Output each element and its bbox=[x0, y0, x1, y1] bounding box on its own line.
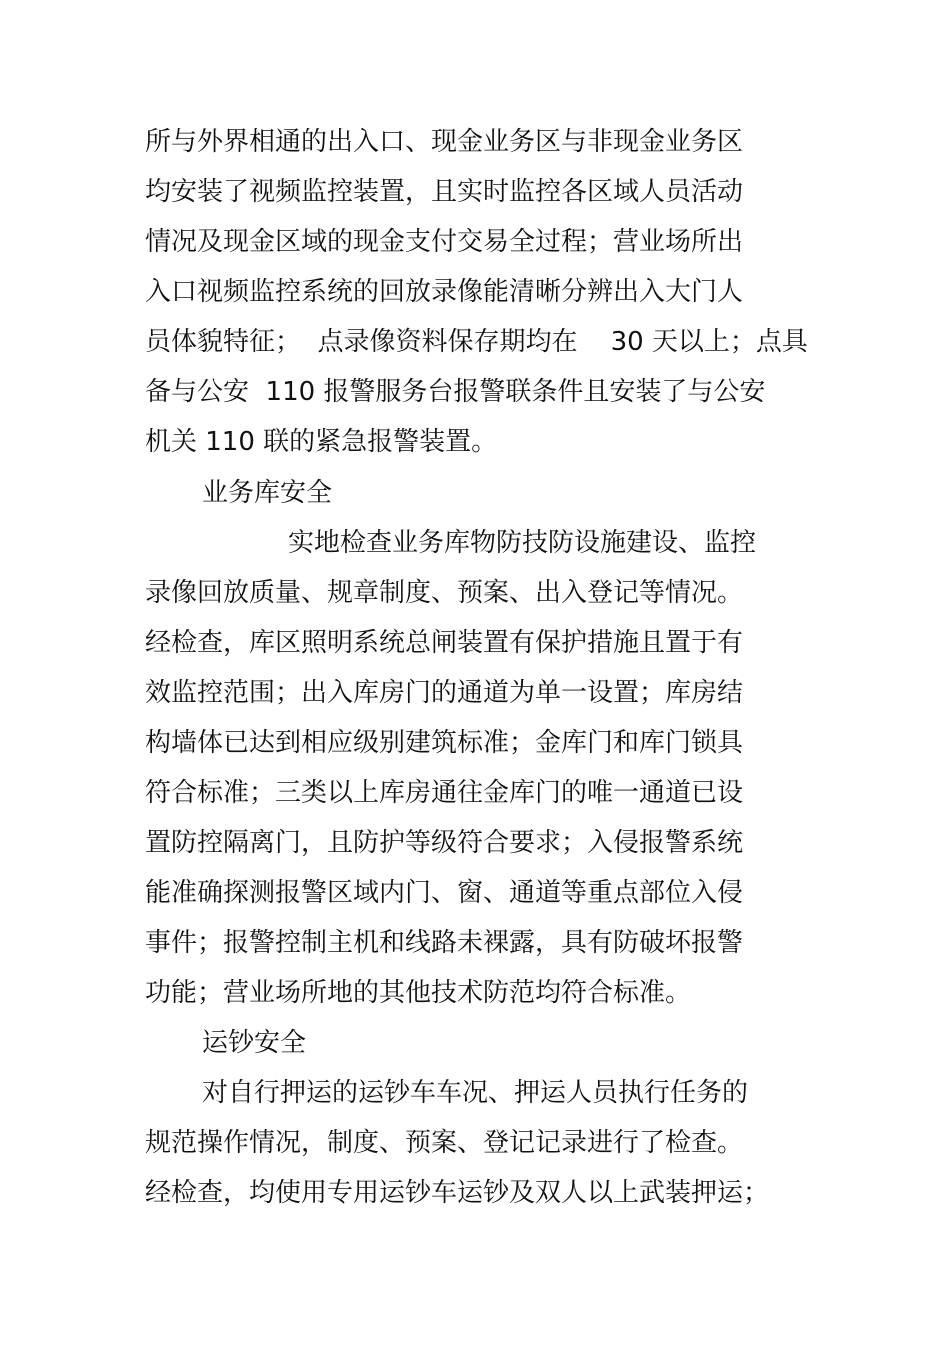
paragraph-line: 置防控隔离门，且防护等级符合要求；入侵报警系统 bbox=[145, 828, 744, 858]
paragraph-line: 经检查，均使用专用运钞车运钞及双人以上武装押运； bbox=[145, 1178, 770, 1208]
paragraph-line: 入口视频监控系统的回放录像能清晰分辨出入大门人 bbox=[145, 277, 744, 307]
section-heading-cash-transport-security: 运钞安全 bbox=[202, 1028, 307, 1058]
paragraph-line: 均安装了视频监控装置，且实时监控各区域人员活动 bbox=[145, 177, 744, 207]
paragraph-line: 符合标准；三类以上库房通往金库门的唯一通道已设 bbox=[145, 778, 744, 808]
paragraph-line: 录像回放质量、规章制度、预案、出入登记等情况。 bbox=[145, 578, 744, 608]
section-heading-vault-security: 业务库安全 bbox=[202, 478, 333, 508]
paragraph-line: 事件；报警控制主机和线路未裸露，具有防破坏报警 bbox=[145, 928, 744, 958]
paragraph-line: 效监控范围；出入库房门的通道为单一设置；库房结 bbox=[145, 678, 744, 708]
paragraph-line: 规范操作情况，制度、预案、登记记录进行了检查。 bbox=[145, 1128, 744, 1158]
paragraph-line: 经检查，库区照明系统总闸装置有保护措施且置于有 bbox=[145, 628, 744, 658]
paragraph-line: 备与公安 110 报警服务台报警联条件且安装了与公安 bbox=[145, 377, 766, 407]
paragraph-line: 实地检查业务库物防技防设施建设、监控 bbox=[288, 528, 757, 558]
paragraph-line: 情况及现金区域的现金支付交易全过程；营业场所出 bbox=[145, 227, 744, 257]
paragraph-line: 对自行押运的运钞车车况、押运人员执行任务的 bbox=[202, 1078, 749, 1108]
paragraph-line: 功能；营业场所地的其他技术防范均符合标准。 bbox=[145, 978, 692, 1008]
paragraph-line: 构墙体已达到相应级别建筑标准；金库门和库门锁具 bbox=[145, 728, 744, 758]
paragraph-line: 员体貌特征； 点录像资料保存期均在 30 天以上；点具 bbox=[145, 327, 808, 357]
paragraph-line: 所与外界相通的出入口、现金业务区与非现金业务区 bbox=[145, 127, 744, 157]
paragraph-line: 机关 110 联的紧急报警装置。 bbox=[145, 427, 498, 457]
paragraph-line: 能准确探测报警区域内门、窗、通道等重点部位入侵 bbox=[145, 878, 744, 908]
